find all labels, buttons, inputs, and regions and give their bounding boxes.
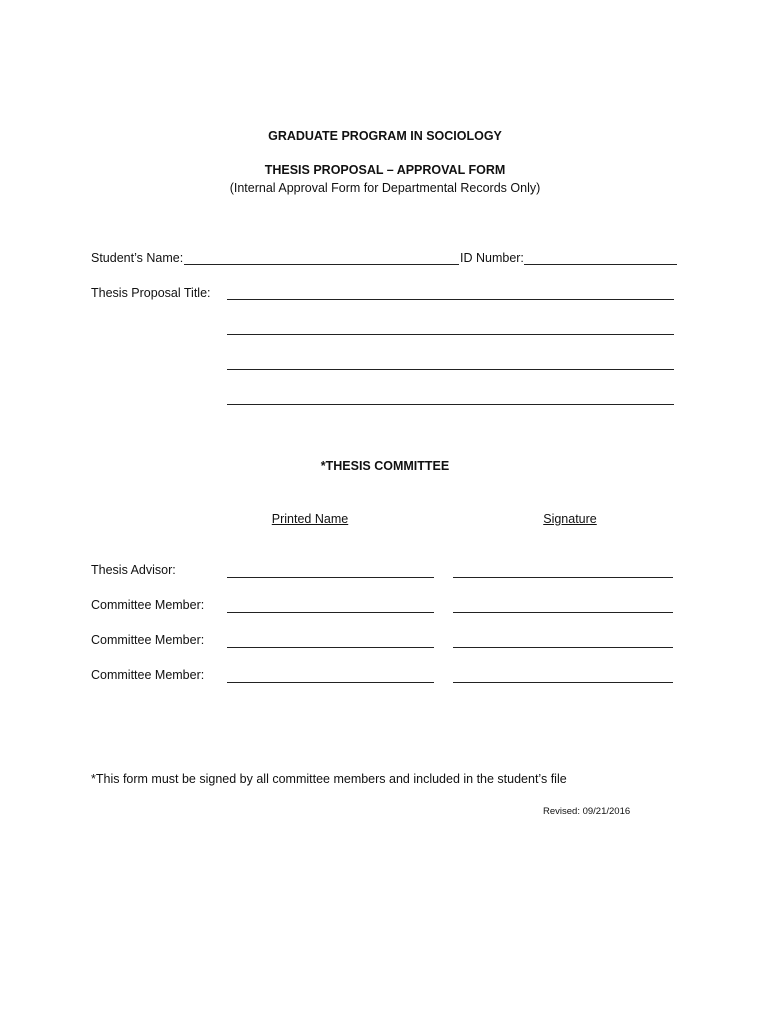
form-title: THESIS PROPOSAL – APPROVAL FORM xyxy=(264,163,506,177)
committee-member-1-printed-name-field[interactable] xyxy=(227,612,434,613)
committee-member-2-printed-name-field[interactable] xyxy=(227,647,434,648)
thesis-advisor-signature-field[interactable] xyxy=(453,577,673,578)
id-number-field[interactable] xyxy=(524,264,677,265)
printed-name-column-header: Printed Name xyxy=(271,512,349,526)
committee-member-2-signature-field[interactable] xyxy=(453,647,673,648)
committee-heading: *THESIS COMMITTEE xyxy=(320,459,450,473)
thesis-title-label: Thesis Proposal Title: xyxy=(91,286,211,300)
thesis-title-line-3[interactable] xyxy=(227,369,674,370)
thesis-advisor-printed-name-field[interactable] xyxy=(227,577,434,578)
program-heading: GRADUATE PROGRAM IN SOCIOLOGY xyxy=(268,129,502,143)
student-name-field[interactable] xyxy=(184,264,459,265)
thesis-title-line-1[interactable] xyxy=(227,299,674,300)
signature-requirement-note: *This form must be signed by all committee members and included in the student’s file xyxy=(91,772,567,786)
committee-member-2-label: Committee Member: xyxy=(91,633,205,647)
committee-member-3-printed-name-field[interactable] xyxy=(227,682,434,683)
committee-member-3-signature-field[interactable] xyxy=(453,682,673,683)
signature-column-header: Signature xyxy=(543,512,597,526)
committee-member-3-label: Committee Member: xyxy=(91,668,205,682)
revised-date: Revised: 09/21/2016 xyxy=(543,806,631,817)
form-subtitle: (Internal Approval Form for Departmental Records Only) xyxy=(229,181,541,195)
thesis-title-line-2[interactable] xyxy=(227,334,674,335)
thesis-advisor-label: Thesis Advisor: xyxy=(91,563,176,577)
student-name-label: Student’s Name: xyxy=(91,251,184,265)
id-number-label: ID Number: xyxy=(460,251,524,265)
thesis-title-line-4[interactable] xyxy=(227,404,674,405)
committee-member-1-label: Committee Member: xyxy=(91,598,205,612)
committee-member-1-signature-field[interactable] xyxy=(453,612,673,613)
